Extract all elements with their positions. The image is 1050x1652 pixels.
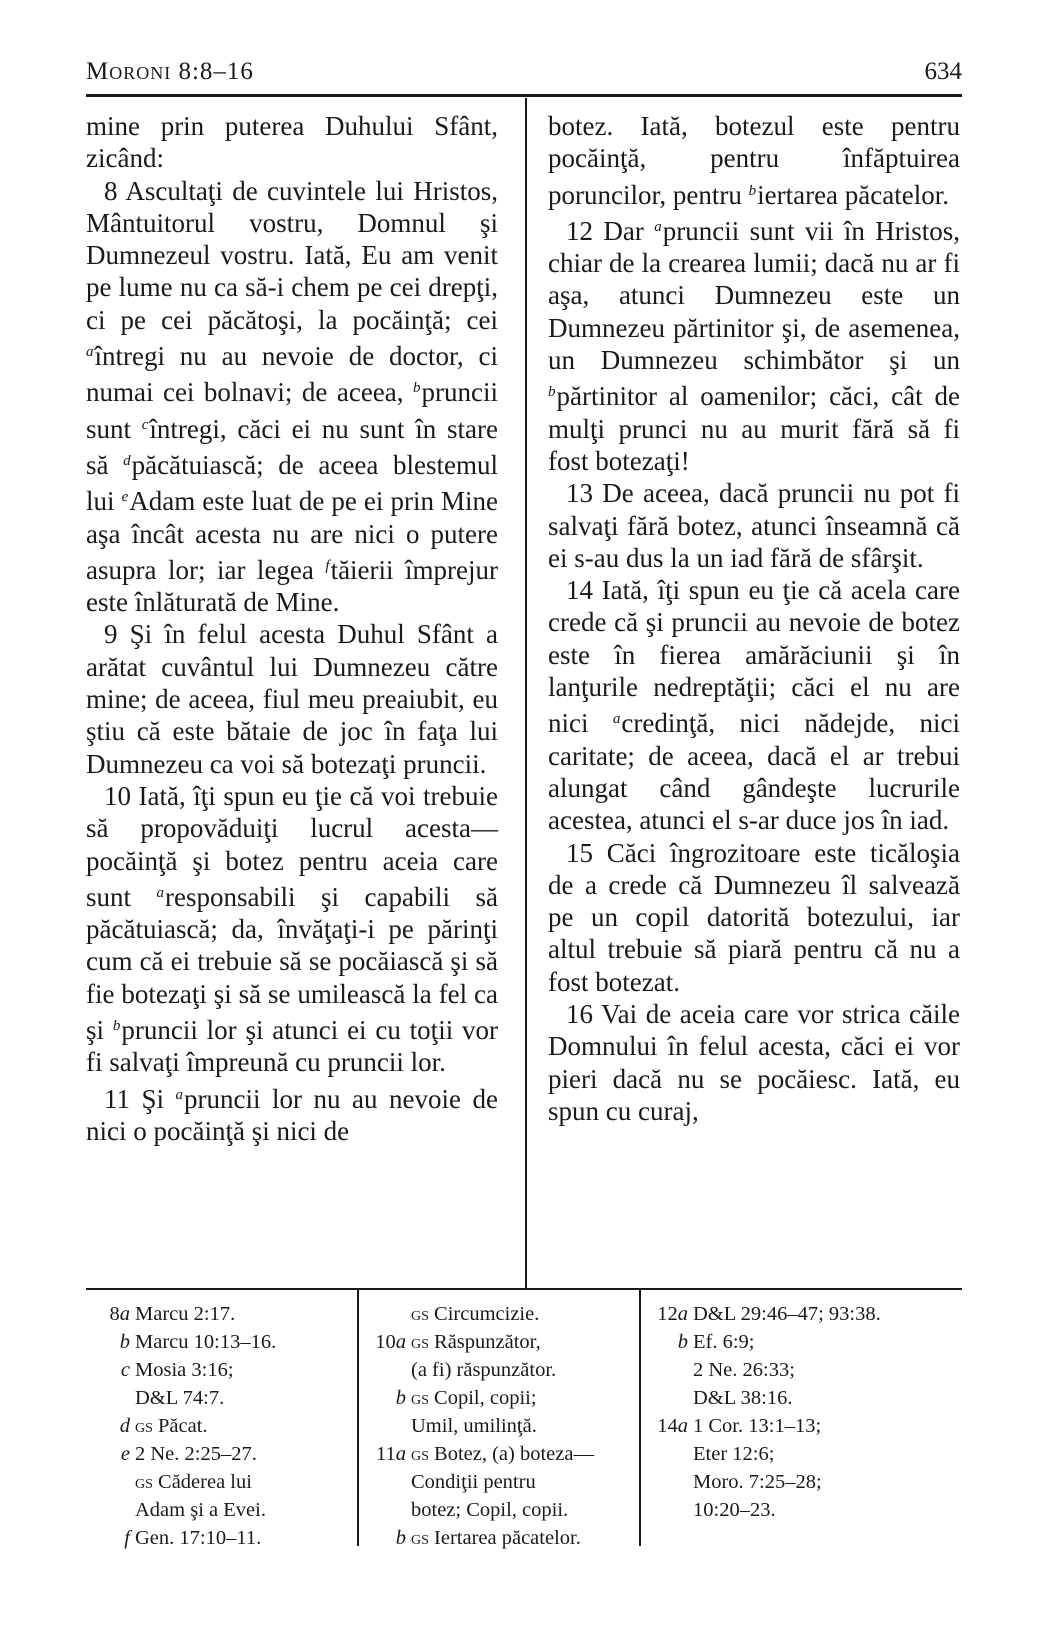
footnote-text: Marcu 2:17. xyxy=(135,1303,236,1325)
footnote-text: 2 Ne. 2:25–27. xyxy=(135,1443,257,1465)
footnote-line xyxy=(362,1440,634,1468)
footnote-label: b xyxy=(395,1527,406,1549)
footnote-label: c xyxy=(120,1359,130,1381)
footnote-column-3 xyxy=(644,1300,962,1524)
footnote-divider-1 xyxy=(357,1290,359,1546)
text-column-left xyxy=(86,110,498,1147)
verse-paragraph: botez. Iată, botezul este pentru pocăinţă, pentru înfăptuirea poruncilor, pentru $^b$iertarea păcatelor. xyxy=(548,111,960,210)
verse-paragraph: 16 Vai de aceia care vor strica căile Domnului în felul acesta, căci ei vor pieri dacă nu se pocăiesc. Iată, eu spun cu curaj, xyxy=(548,999,960,1126)
footnote-column-1 xyxy=(86,1300,351,1552)
footnote-text: gs Răspunzător, xyxy=(411,1331,541,1353)
verse-paragraph: 11 Şi $^a$pruncii lor nu au nevoie de nici o pocăinţă şi nici de xyxy=(86,1083,498,1146)
footnote-line xyxy=(86,1440,351,1468)
footnote-text: gs Copil, copii; xyxy=(411,1387,537,1409)
footnote-line xyxy=(362,1384,634,1412)
footnote-label: 8a xyxy=(109,1303,130,1325)
footnote-line xyxy=(644,1412,962,1440)
footnote-label: 14a xyxy=(657,1415,688,1437)
page-header xyxy=(86,54,962,94)
verse-paragraph: mine prin puterea Duhului Sfânt, zicând: xyxy=(86,111,498,174)
footnote-line xyxy=(86,1356,351,1384)
footnote-line: Condiţii pentru xyxy=(411,1471,536,1493)
footnote-text: Ef. 6:9; xyxy=(693,1331,755,1353)
column-divider xyxy=(525,98,527,1288)
footnote-line: 10:20–23. xyxy=(693,1499,776,1521)
verse-paragraph: 14 Iată, îţi spun eu ţie că acela care crede că şi pruncii au nevoie de botez este în fierea amărăciunii şi în lanţurile nedreptăţii; căci el nu are nici $^a$credinţă, nici nădejde, nici caritate; de aceea, dacă el ar trebui alungat când gândeşte lucrurile acestea, atunci el s-ar duce jos în iad. xyxy=(548,575,960,836)
footnote-label: b xyxy=(395,1387,406,1409)
verse-paragraph: 15 Căci îngrozitoare este ticăloşia de a crede că Dumnezeu îl salvează pe un copil datorită botezului, iar altul trebuie să piară pentru că nu a fost botezat. xyxy=(548,837,960,997)
footnote-label: 10a xyxy=(375,1331,406,1353)
footnote-line: gs Căderea lui xyxy=(135,1471,252,1493)
footnote-text: gs Iertarea păcatelor. xyxy=(411,1527,581,1549)
text-column-right xyxy=(548,110,960,1127)
footnote-line: Umil, umilinţă. xyxy=(411,1415,537,1437)
footnote-line xyxy=(86,1300,351,1328)
verse-paragraph: 13 De aceea, dacă pruncii nu pot fi salvaţi fără botez, atunci înseamnă că ei s-au dus la un iad fără de sfârşit. xyxy=(548,478,960,573)
footnote-text: D&L 29:46–47; 93:38. xyxy=(693,1303,881,1325)
verse-paragraph: 9 Şi în felul acesta Duhul Sfânt a arătat cuvântul lui Dumnezeu către mine; de aceea, fiul meu preaiubit, eu ştiu că este bătaie de joc în faţa lui Dumnezeu ca voi să botezaţi pruncii. xyxy=(86,619,498,779)
footnote-text: 1 Cor. 13:1–13; xyxy=(693,1415,822,1437)
footnote-text: Marcu 10:13–16. xyxy=(135,1331,277,1353)
footnote-divider-2 xyxy=(639,1290,641,1546)
footnote-line: Adam şi a Evei. xyxy=(135,1499,266,1521)
footnote-text: gs Botez, (a) boteza— xyxy=(411,1443,594,1465)
footnote-label: f xyxy=(124,1527,130,1549)
verse-paragraph: 12 Dar $^a$pruncii sunt vii în Hristos, chiar de la crearea lumii; dacă nu ar fi aşa, atunci Dumnezeu este un Dumnezeu părtinitor şi, de asemenea, un Dumnezeu schimbător şi un $^b$părtinitor al oamenilor; căci, cât de mulţi prunci nu au murit fără să fi fost botezaţi! xyxy=(548,215,960,476)
footnote-line xyxy=(362,1328,634,1356)
footnote-label: 12a xyxy=(657,1303,688,1325)
footnote-text: Gen. 17:10–11. xyxy=(135,1527,262,1549)
header-rule xyxy=(86,94,962,97)
book-reference: Moroni 8:8–16 xyxy=(86,58,254,85)
verse-paragraph: 8 Ascultaţi de cuvintele lui Hristos, Mântuitorul vostru, Domnul şi Dumnezeul vostru. Iată, Eu am venit pe lume nu ca să-i chem pe cei drepţi, ci pe cei păcătoşi, la pocăinţă; cei $^a$întregi nu au nevoie de doctor, ci numai cei bolnavi; de aceea, $^b$pruncii sunt $^c$întregi, căci ei nu sunt în stare să $^d$păcătuiască; de aceea blestemul lui $^e$Adam este luat de pe ei prin Mine aşa încât acesta nu are nici o putere asupra lor; iar legea $^f$tăierii împrejur este înlăturată de Mine. xyxy=(86,175,498,618)
footnote-text: gs Păcat. xyxy=(135,1415,208,1437)
footnote-line xyxy=(644,1328,962,1356)
footnote-line: (a fi) răspunzător. xyxy=(411,1359,557,1381)
footnote-label: 11a xyxy=(376,1443,406,1465)
footnote-line xyxy=(86,1328,351,1356)
footnote-line xyxy=(86,1412,351,1440)
footnote-line: 2 Ne. 26:33; xyxy=(693,1359,795,1381)
page-number: 634 xyxy=(924,58,962,85)
footnote-line xyxy=(644,1300,962,1328)
footnote-line: Eter 12:6; xyxy=(693,1443,775,1465)
footnote-line: botez; Copil, copii. xyxy=(411,1499,569,1521)
footnote-column-2 xyxy=(362,1300,634,1552)
footnote-line xyxy=(362,1524,634,1552)
verse-paragraph: 10 Iată, îţi spun eu ţie că voi trebuie să propovăduiţi lucrul acesta—pocăinţă şi botez pentru aceia care sunt $^a$responsabili şi capabili să păcătuiască; da, învăţaţi-i pe părinţi cum că ei trebuie să se pocăiască şi să fie botezaţi şi să se umilească la fel ca şi $^b$pruncii lor şi atunci ei cu toţii vor fi salvaţi împreună cu pruncii lor. xyxy=(86,780,499,1078)
footnote-label: b xyxy=(677,1331,688,1353)
footnote-line xyxy=(86,1524,351,1552)
footnote-rule xyxy=(86,1288,962,1290)
footnote-line: D&L 74:7. xyxy=(135,1387,225,1409)
footnote-line: gs Circumcizie. xyxy=(411,1303,540,1325)
footnote-line: Moro. 7:25–28; xyxy=(693,1471,822,1493)
footnote-label: e xyxy=(120,1443,130,1465)
footnote-line: D&L 38:16. xyxy=(693,1387,793,1409)
footnote-text: Mosia 3:16; xyxy=(135,1359,234,1381)
footnote-label: d xyxy=(119,1415,130,1437)
footnote-label: b xyxy=(119,1331,130,1353)
